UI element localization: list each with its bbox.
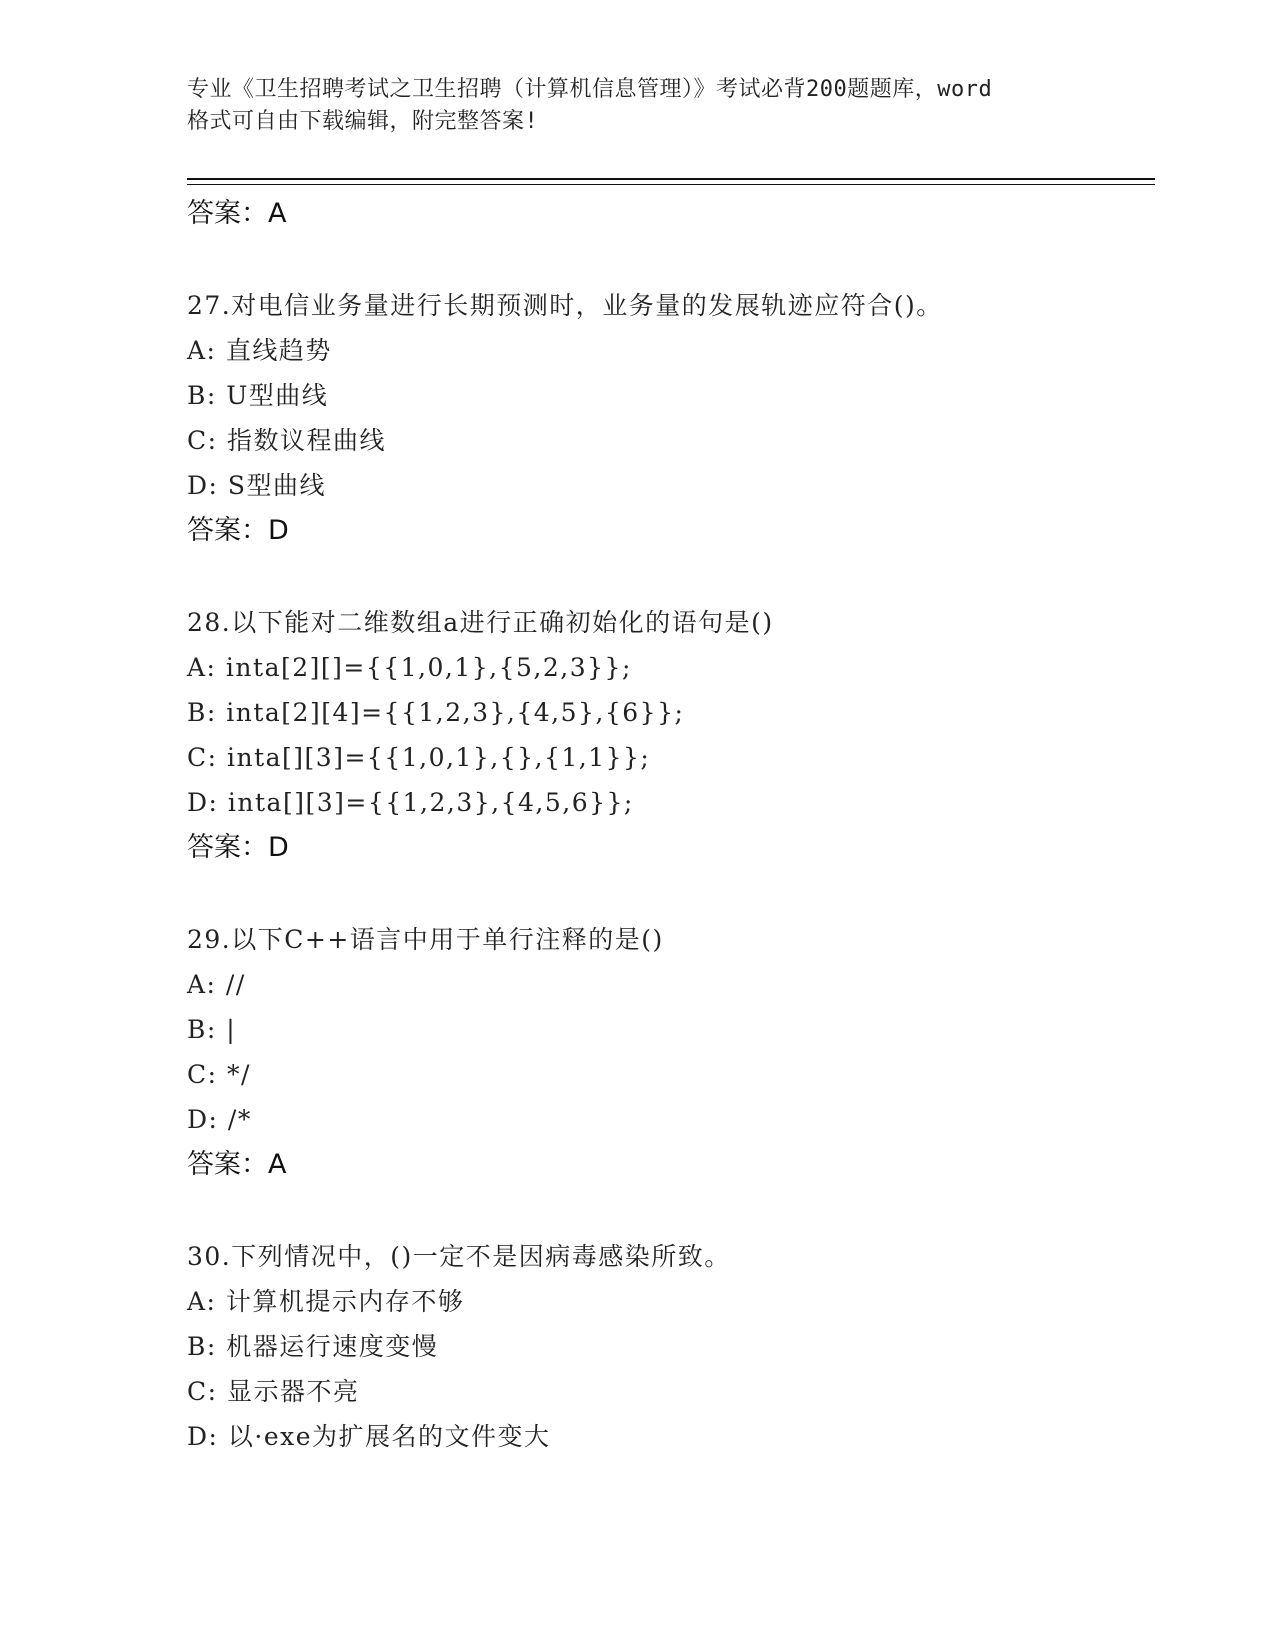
option-b: B: 机器运行速度变慢 bbox=[187, 1332, 439, 1361]
option-c: C: 指数议程曲线 bbox=[187, 426, 386, 455]
question-stem: 27.对电信业务量进行长期预测时，业务量的发展轨迹应符合()。 bbox=[187, 291, 943, 320]
header-line-1: 专业《卫生招聘考试之卫生招聘（计算机信息管理）》考试必背200题题库，word bbox=[187, 77, 993, 102]
option-c: C: 显示器不亮 bbox=[187, 1377, 360, 1406]
question-28 bbox=[187, 600, 1155, 870]
header-line-2: 格式可自由下载编辑，附完整答案! bbox=[187, 109, 539, 134]
answer-line: 答案：D bbox=[187, 832, 289, 863]
question-29 bbox=[187, 917, 1155, 1187]
answer-line: 答案：D bbox=[187, 515, 289, 546]
question-list bbox=[187, 191, 1155, 1459]
option-c: C: */ bbox=[187, 1060, 251, 1089]
option-a: A: // bbox=[187, 970, 246, 999]
option-a: A: 直线趋势 bbox=[187, 336, 332, 365]
option-d: D: /* bbox=[187, 1105, 252, 1134]
answer-line: 答案：A bbox=[187, 1149, 287, 1180]
option-b: B: U型曲线 bbox=[187, 381, 329, 410]
question-27 bbox=[187, 283, 1155, 553]
option-d: D: 以·exe为扩展名的文件变大 bbox=[187, 1422, 551, 1451]
option-b: B: | bbox=[187, 1015, 237, 1044]
question-stem: 30.下列情况中，()一定不是因病毒感染所致。 bbox=[187, 1242, 731, 1271]
option-d: D: inta[][3]={{1,2,3},{4,5,6}}; bbox=[187, 788, 634, 817]
option-a: A: 计算机提示内存不够 bbox=[187, 1287, 465, 1316]
document-header bbox=[187, 74, 1087, 138]
question-30 bbox=[187, 1234, 1155, 1459]
option-c: C: inta[][3]={{1,0,1},{},{1,1}}; bbox=[187, 743, 651, 772]
answer-line: 答案：A bbox=[187, 198, 287, 229]
option-d: D: S型曲线 bbox=[187, 471, 327, 500]
header-rule-thick bbox=[187, 178, 1155, 180]
header-rule-thin bbox=[187, 184, 1155, 185]
option-a: A: inta[2][]={{1,0,1},{5,2,3}}; bbox=[187, 653, 632, 682]
question-stem: 29.以下C++语言中用于单行注释的是() bbox=[187, 925, 664, 954]
question-stem: 28.以下能对二维数组a进行正确初始化的语句是() bbox=[187, 608, 774, 637]
option-b: B: inta[2][4]={{1,2,3},{4,5},{6}}; bbox=[187, 698, 685, 727]
